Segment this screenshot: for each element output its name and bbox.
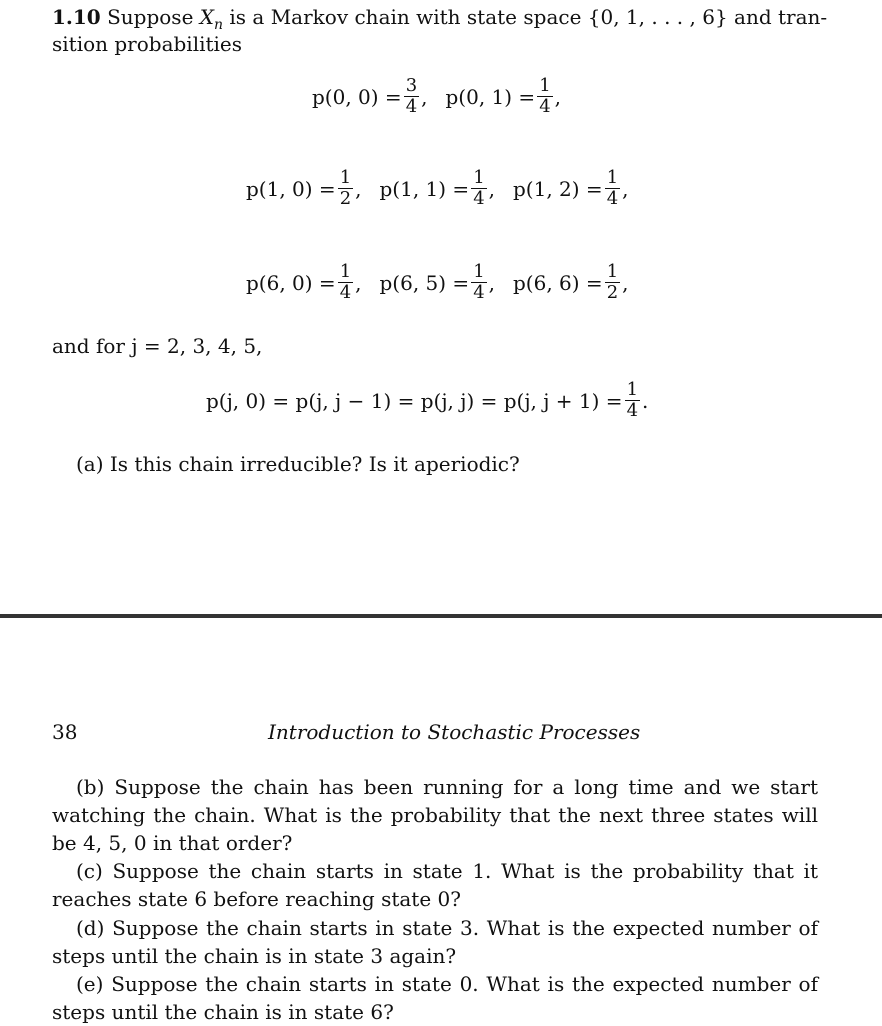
problem-number: 1.10 — [52, 5, 101, 29]
eq-p11-lhs: p(1, 1) = — [379, 176, 470, 201]
part-c: (c) Suppose the chain starts in state 1. What is the probability that it reaches state 6 before reaching state 0? — [52, 859, 818, 911]
eq-p01-lhs: p(0, 1) = — [445, 84, 536, 109]
equation-row-state-1: p(1, 0) = $\frac{1}{2}$ , p(1, 1) = $\frac{1}{4}$ , p(1, 2) = $\frac{1}{4}$ , — [246, 167, 629, 209]
fraction: $\frac{1}{4}$ — [626, 379, 639, 421]
page-number: 38 — [52, 720, 78, 744]
problem-intro-line2: sition probabilities — [52, 32, 243, 56]
intro-text-b: is a Markov chain with state space {0, 1, . . . , 6} and tran- — [229, 5, 828, 29]
eq-p66-lhs: p(6, 6) = — [513, 270, 603, 295]
fraction: $\frac{3}{4}$ — [405, 75, 418, 117]
fraction: $\frac{1}{4}$ — [473, 167, 485, 209]
fraction: $\frac{1}{4}$ — [539, 75, 551, 117]
part-b: (b) Suppose the chain has been running for a long time and we start watching the chain. What is the probability that the next three states will be 4, 5, 0 in that order? — [52, 775, 818, 855]
running-head: Introduction to Stochastic Processes — [268, 720, 641, 744]
fraction: $\frac{1}{4}$ — [339, 261, 352, 303]
part-a: (a) Is this chain irreducible? Is it aperiodic? — [76, 452, 520, 476]
fraction: $\frac{1}{4}$ — [473, 261, 485, 303]
eq-p12-lhs: p(1, 2) = — [513, 176, 603, 201]
and-for-text: and for j = 2, 3, 4, 5, — [52, 334, 263, 358]
equation-row-state-6: p(6, 0) = $\frac{1}{4}$ , p(6, 5) = $\frac{1}{4}$ , p(6, 6) = $\frac{1}{2}$ , — [246, 261, 629, 303]
equation-general: p(j, 0) = p(j, j − 1) = p(j, j) = p(j, j + 1) = $\frac{1}{4}$ . — [206, 379, 649, 421]
eq-p60-lhs: p(6, 0) = — [246, 270, 336, 295]
fraction: $\frac{1}{2}$ — [606, 261, 619, 303]
part-e: (e) Suppose the chain starts in state 0. What is the expected number of steps until the chain is in state 6? — [52, 972, 818, 1024]
chain-variable: X — [199, 5, 215, 29]
eq-p65-lhs: p(6, 5) = — [379, 270, 470, 295]
chain-subscript: n — [214, 17, 224, 33]
eq-p10-lhs: p(1, 0) = — [246, 176, 336, 201]
fraction: $\frac{1}{2}$ — [339, 167, 352, 209]
eq-general-lhs: p(j, 0) = p(j, j − 1) = p(j, j) = p(j, j + 1) = — [206, 388, 623, 413]
fraction: $\frac{1}{4}$ — [606, 167, 619, 209]
page-divider — [0, 614, 882, 618]
intro-text-a: Suppose — [107, 5, 194, 29]
part-d: (d) Suppose the chain starts in state 3. What is the expected number of steps until the chain is in state 3 again? — [52, 916, 818, 968]
eq-p00-lhs: p(0, 0) = — [312, 84, 402, 109]
equation-row-state-0: p(0, 0) = $\frac{3}{4}$ , p(0, 1) = $\frac{1}{4}$ , — [312, 75, 561, 117]
